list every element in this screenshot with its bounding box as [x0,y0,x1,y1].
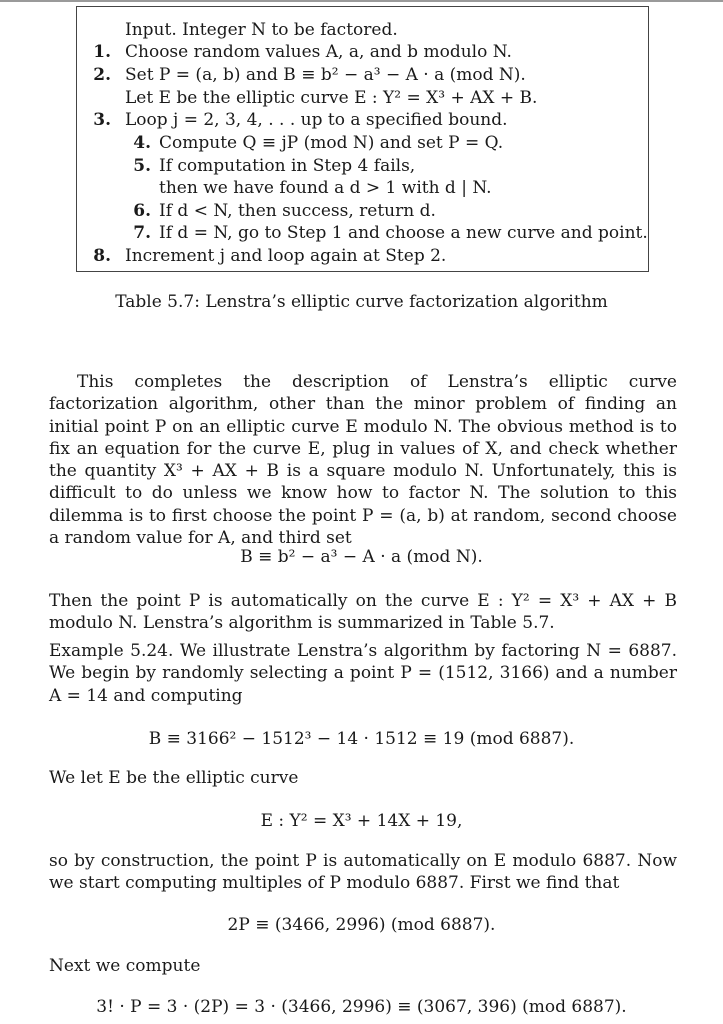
algorithm-line-text: Increment j and loop again at Step 2. [125,246,447,266]
table-caption: Table 5.7: Lenstra’s elliptic curve factorization algorithm [115,292,608,312]
algorithm-line-text: If d < N, then success, return d. [159,201,436,221]
algorithm-line-text: Compute Q ≡ jP (mod N) and set P = Q. [159,133,504,153]
display-equation: 2P ≡ (3466, 2996) (mod 6887). [227,915,496,935]
algorithm-line-text: Let E be the elliptic curve E : Y² = X³ + AX + B. [125,88,538,108]
body-paragraph: This completes the description of Lenstra’s elliptic curve factorization algorithm, other than the minor problem of finding an initial point P on an elliptic curve E modulo N. The obvious method is to fix an equation for the curve E, plug in values of X, and check whether the quantity X³ + AX + B is a square modulo N. Unfortunately, this is difficult to do unless we know how to factor N. The solution to this dilemma is to first choose the point P = (a, b) at random, second choose a random value for A, and third set [49,372,677,549]
body-paragraph: We let E be the elliptic curve [49,768,299,788]
step-number: 3. [93,110,111,130]
step-number: 6. [133,201,151,221]
step-number: 4. [133,133,151,153]
algorithm-line-text: If d = N, go to Step 1 and choose a new curve and point. [159,223,648,243]
step-number: 2. [93,65,111,85]
top-rule [0,0,723,2]
algorithm-line-text: Loop j = 2, 3, 4, . . . up to a specified bound. [125,110,508,130]
body-paragraph: so by construction, the point P is automatically on E modulo 6887. Now we start computing multiples of P modulo 6887. First we find that [49,851,677,894]
body-paragraph: Then the point P is automatically on the curve E : Y² = X³ + AX + B modulo N. Lenstra’s algorithm is summarized in Table 5.7. [49,591,677,634]
step-number: 7. [133,223,151,243]
algorithm-line-text: Input. Integer N to be factored. [125,20,398,40]
algorithm-table [76,6,649,272]
algorithm-line-text: Choose random values A, a, and b modulo N. [125,42,512,62]
body-paragraph: Next we compute [49,956,201,976]
algorithm-line-text: Set P = (a, b) and B ≡ b² − a³ − A · a (mod N). [125,65,526,85]
display-equation: B ≡ b² − a³ − A · a (mod N). [240,547,483,567]
algorithm-line-text: If computation in Step 4 fails, [159,156,416,176]
example-paragraph: Example 5.24. We illustrate Lenstra’s algorithm by factoring N = 6887. We begin by randomly selecting a point P = (1512, 3166) and a number A = 14 and computing [49,641,677,706]
display-equation: B ≡ 3166² − 1512³ − 14 · 1512 ≡ 19 (mod 6887). [148,729,575,749]
display-equation: E : Y² = X³ + 14X + 19, [260,811,463,831]
algorithm-line-text: then we have found a d > 1 with d | N. [159,178,492,198]
display-equation: 3! · P = 3 · (2P) = 3 · (3466, 2996) ≡ (3067, 396) (mod 6887). [96,997,627,1017]
step-number: 5. [133,156,151,176]
step-number: 1. [93,42,111,62]
step-number: 8. [93,246,111,266]
